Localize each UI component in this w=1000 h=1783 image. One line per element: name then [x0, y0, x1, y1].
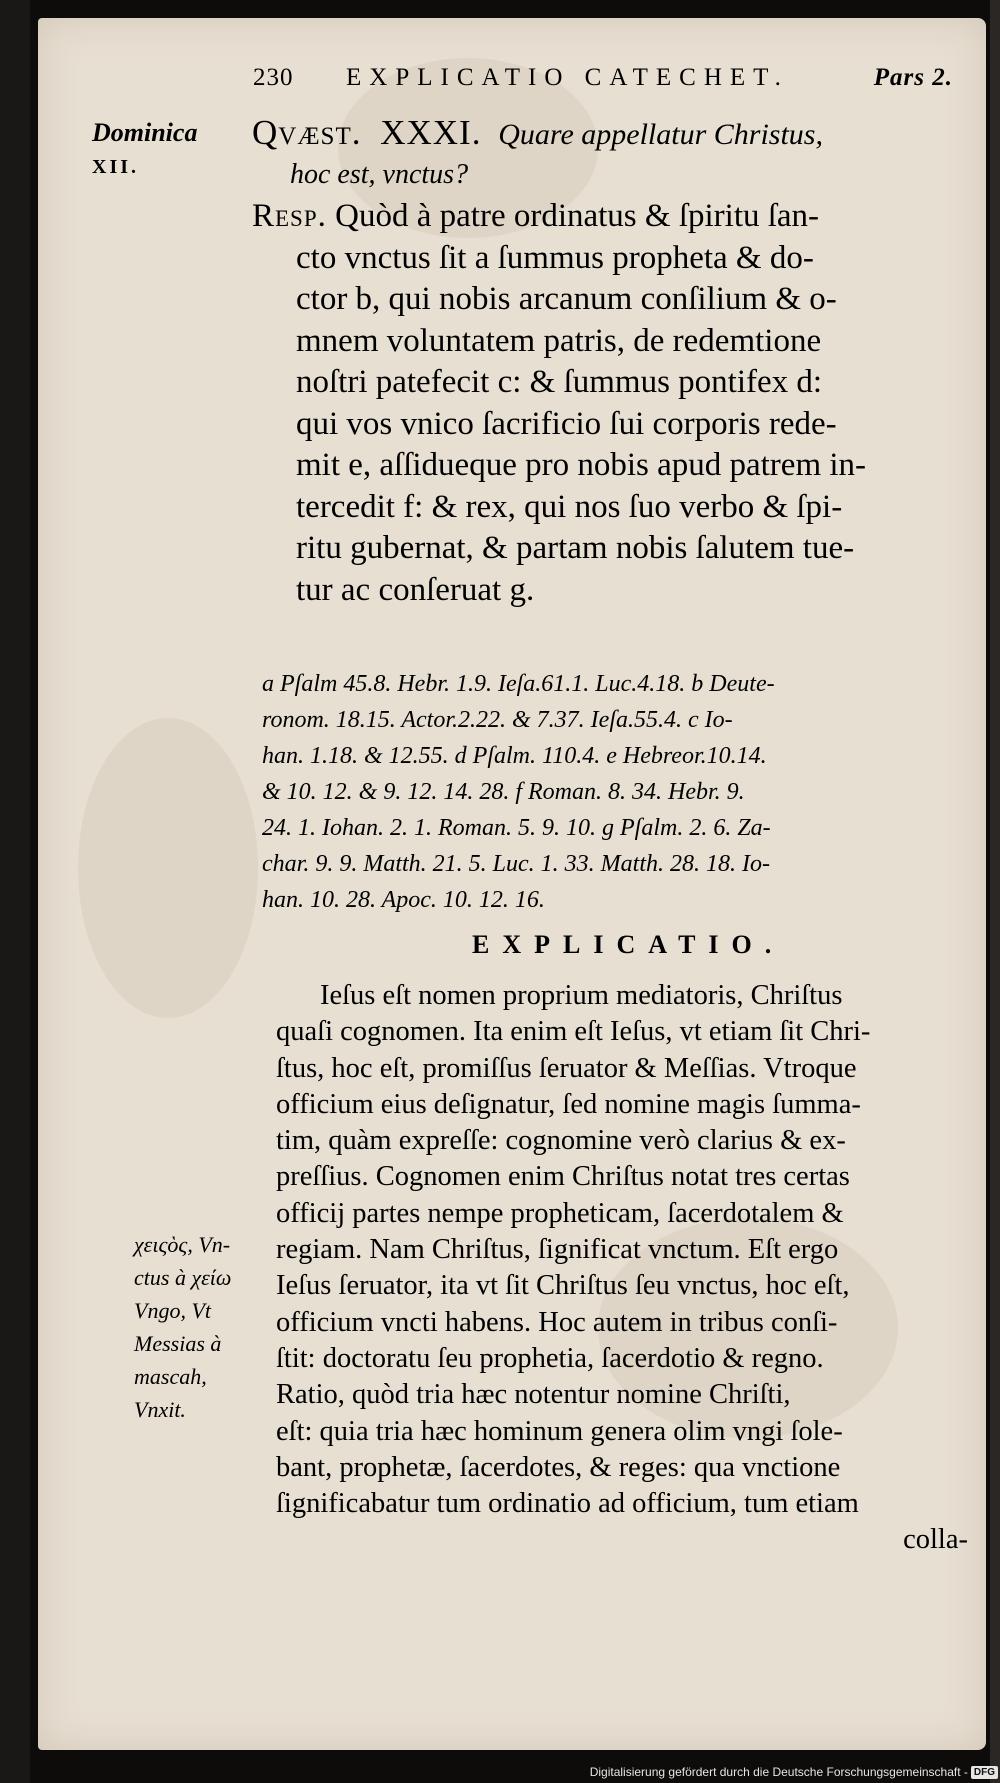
- scan-edge-right: [990, 0, 1000, 1783]
- answer-line: [252, 196, 972, 238]
- answer-line: tercedit f: & rex, qui nos ſuo verbo & ſpi-: [296, 488, 843, 525]
- digitization-footer: [590, 1765, 998, 1779]
- body-line: ſtus, hoc eſt, promiſſus ſeruator & Meſſias. Vtroque: [276, 1052, 857, 1084]
- running-head: [253, 64, 953, 104]
- greek-note-line: Vnxit.: [134, 1397, 186, 1422]
- body-line: bant, prophetæ, ſacerdotes, & reges: qua vnctione: [276, 1451, 841, 1483]
- dominica-number: XII.: [92, 156, 140, 178]
- body-line: tim, quàm expreſſe: cognomine verò clarius & ex-: [276, 1125, 846, 1157]
- answer-label: Resp.: [252, 198, 327, 234]
- answer-line: tur ac conſeruat g.: [296, 571, 535, 608]
- answer-line: cto vnctus ſit a ſummus propheta & do-: [296, 239, 814, 276]
- body-line: officij partes nempe propheticam, ſacerdotalem &: [276, 1197, 844, 1229]
- answer-block: [252, 196, 972, 611]
- reference-line: ronom. 18.15. Actor.2.22. & 7.37. Ieſa.55.4. c Io-: [262, 707, 733, 733]
- explicatio-body: [276, 978, 976, 1559]
- catchword: colla-: [903, 1524, 968, 1556]
- part-label: Pars 2.: [873, 64, 953, 91]
- greek-note-line: χειςὸς, Vn-: [134, 1232, 231, 1257]
- scan-edge-left: [0, 0, 30, 1783]
- question-text: Quare appellatur Christus,: [498, 118, 823, 151]
- reference-line: a Pſalm 45.8. Hebr. 1.9. Ieſa.61.1. Luc.4.18. b Deute-: [262, 671, 775, 697]
- margin-greek-note: [134, 1228, 294, 1426]
- body-line: officium eius deſignatur, ſed nomine magis ſumma-: [276, 1088, 861, 1120]
- reference-line: & 10. 12. & 9. 12. 14. 28. f Roman. 8. 34. Hebr. 9.: [262, 779, 745, 805]
- body-line: Ieſus ſeruator, ita vt ſit Chriſtus ſeu vnctus, hoc eſt,: [276, 1270, 850, 1302]
- question-text-cont: hoc est, vnctus?: [290, 159, 469, 190]
- greek-note-line: ctus à χείω: [134, 1265, 232, 1290]
- body-line: quaſi cognomen. Ita enim eſt Ieſus, vt etiam ſit Chri-: [276, 1016, 871, 1048]
- body-line: ſignificabatur tum ordinatio ad officium, tum etiam: [276, 1488, 859, 1520]
- section-title: EXPLICATIO.: [472, 930, 785, 959]
- paper-stain: [78, 718, 258, 1018]
- scripture-references: [262, 666, 974, 918]
- margin-dominica: [92, 116, 197, 184]
- dominica-label: Dominica: [92, 118, 198, 147]
- question-heading: [252, 113, 972, 195]
- body-line: Ieſus eſt nomen proprium mediatoris, Chriſtus: [320, 980, 843, 1011]
- reference-line: char. 9. 9. Matth. 21. 5. Luc. 1. 33. Matth. 28. 18. Io-: [262, 851, 770, 877]
- page-number: 230: [253, 64, 294, 91]
- question-label: Qvæst.: [252, 113, 362, 152]
- body-line: eſt: quia tria hæc hominum genera olim vngi ſole-: [276, 1415, 843, 1447]
- answer-line: mit e, aſſidueque pro nobis apud patrem in-: [296, 447, 867, 483]
- reference-line: 24. 1. Iohan. 2. 1. Roman. 5. 9. 10. g Pſalm. 2. 6. Za-: [262, 815, 771, 841]
- greek-note-line: mascah,: [134, 1364, 207, 1389]
- body-line: regiam. Nam Chriſtus, ſignificat vnctum. Eſt ergo: [276, 1234, 839, 1266]
- running-title: EXPLICATIO CATECHET.: [346, 64, 789, 91]
- footer-text: Digitalisierung gefördert durch die Deutsche Forschungsgemeinschaft -: [589, 1765, 968, 1779]
- reference-line: han. 1.18. & 12.55. d Pſalm. 110.4. e Hebreor.10.14.: [262, 743, 767, 769]
- answer-line: ctor b, qui nobis arcanum conſilium & o-: [296, 281, 837, 317]
- answer-line: qui vos vnico ſacrificio ſui corporis rede-: [296, 405, 837, 442]
- greek-note-line: Vngo, Vt: [134, 1298, 211, 1323]
- reference-line: han. 10. 28. Apoc. 10. 12. 16.: [262, 887, 545, 913]
- answer-line: noſtri patefecit c: & ſummus pontifex d:: [296, 364, 823, 400]
- body-line: ſtit: doctoratu ſeu prophetia, ſacerdotio & regno.: [276, 1342, 824, 1374]
- question-number: XXXI.: [380, 113, 482, 152]
- dfg-logo: DFG: [971, 1766, 998, 1779]
- answer-text: Quòd à patre ordinatus & ſpiritu ſan-: [335, 198, 820, 234]
- answer-line: ritu gubernat, & partam nobis ſalutem tue-: [296, 530, 855, 566]
- greek-note-line: Messias à: [134, 1331, 222, 1356]
- body-line: officium vncti habens. Hoc autem in tribus conſi-: [276, 1306, 838, 1338]
- body-line: Ratio, quòd tria hæc notentur nomine Chriſti,: [276, 1379, 791, 1411]
- body-line: preſſius. Cognomen enim Chriſtus notat tres certas: [276, 1161, 850, 1193]
- answer-line: mnem voluntatem patris, de redemtione: [296, 322, 822, 359]
